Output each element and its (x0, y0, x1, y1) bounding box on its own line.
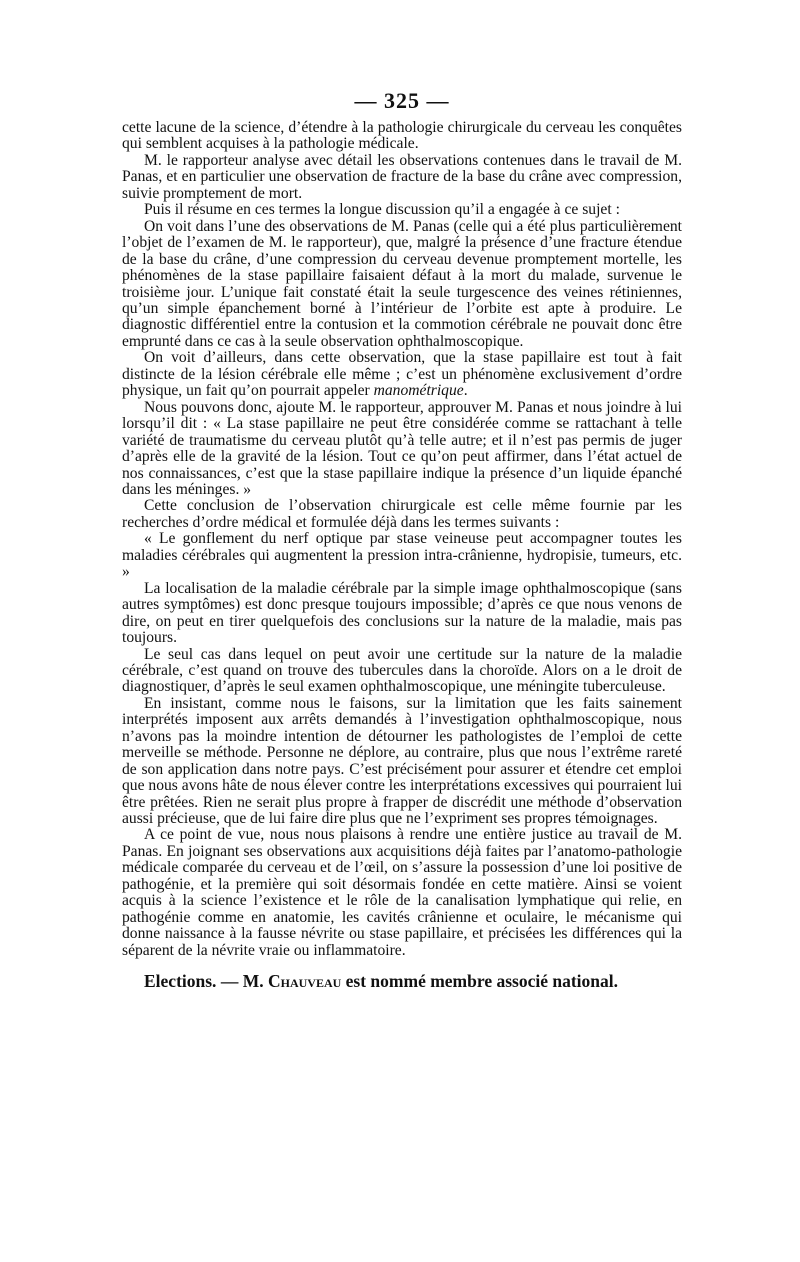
paragraph (122, 350, 682, 399)
paragraph-text: La localisation de la maladie cérébrale par la simple image ophthalmoscopique (sans autres symptômes) est donc presque toujours impossible; d’après ce que nous venons de dire, on peut en tirer quelquefois des conclusions sur la nature de la maladie, mais pas toujours. (122, 579, 682, 647)
body-text (122, 120, 682, 959)
paragraph (122, 531, 682, 580)
paragraph-text: A ce point de vue, nous nous plaisons à rendre une entière justice au travail de M. Panas. En joignant ses observations aux acquisitions déjà faites par l’anatomo-pathologie médicale comparée du cerveau et de l’œil, on s’assure la possession d’une loi positive de pathogénie, et la première qui soit désormais fondée en cette matière. Ainsi se voient acquis à la science l’existence et le rôle de la canalisation lymphatique qui relie, en pathogénie comme en anatomie, les cavités crânienne et oculaire, le mécanisme qui donne naissance à la fausse névrite ou stase papillaire, et précisées les différences qui la séparent de la névrite vraie ou inflammatoire. (122, 826, 682, 959)
paragraph (122, 581, 682, 647)
paragraph (122, 153, 682, 202)
paragraph-text: Puis il résume en ces termes la longue discussion qu’il a engagée à ce sujet : (144, 201, 620, 219)
document-page (122, 88, 682, 991)
paragraph (122, 827, 682, 959)
elections-text: est nommé membre associé national. (341, 971, 618, 992)
elections-notice (122, 971, 682, 991)
paragraph-text: On voit d’ailleurs, dans cette observation, que la stase papillaire est tout à fait distincte de la lésion cérébrale elle même ; c’est un phénomène exclusivement d’ordre physique, un fait qu’on pourrait appeler (122, 349, 682, 400)
page-number: — 325 — (354, 88, 450, 113)
paragraph-text: Nous pouvons donc, ajoute M. le rapporteur, approuver M. Panas et nous joindre à lui lorsqu’il dit : « La stase papillaire ne peut être considérée comme se rattachant à telle variété de traumatisme du cerveau plutôt qu’à telle autre; et il n’est pas permis de juger d’après elle de la gravité de la lésion. Tout ce qu’on peut affirmer, dans l’état actuel de nos connaissances, c’est que la stase papillaire indique la présence d’un liquide épanché dans les méninges. » (122, 398, 682, 498)
elected-member-name: Chauveau (267, 971, 342, 992)
paragraph-text: cette lacune de la science, d’étendre à la pathologie chirurgicale du cerveau les conquêtes qui semblent acquises à la pathologie médicale. (122, 119, 682, 153)
paragraph (122, 647, 682, 696)
paragraph-text: Le seul cas dans lequel on peut avoir une certitude sur la nature de la maladie cérébrale, c’est quand on trouve des tubercules dans la choroïde. Alors on a le droit de diagnostiquer, d’après le seul examen ophthalmoscopique, une méningite tuberculeuse. (122, 645, 682, 696)
paragraph (122, 219, 682, 351)
paragraph (122, 120, 682, 153)
paragraph-text: On voit dans l’une des observations de M. Panas (celle qui a été plus particulièrement l’objet de l’examen de M. le rapporteur), que, malgré la présence d’une fracture étendue de la base du crâne, d’une compression du cerveau devenue promptement mortelle, les phénomènes de la stase papillaire faisaient défaut à la mort du malade, survenue le troisième jour. L’unique fait constaté était la seule turgescence des veines rétiniennes, qu’un simple épanchement borné à l’intérieur de l’orbite est apte à produire. Le diagnostic différentiel entre la contusion et la commotion cérébrale ne pouvait donc être emprunté dans ce cas à la seule observation ophthalmoscopique. (122, 217, 682, 350)
paragraph-text: . (463, 382, 468, 400)
paragraph-text: « Le gonflement du nerf optique par stase veineuse peut accompagner toutes les maladies cérébrales qui augmentent la pression intra-crânienne, hydropisie, tumeurs, etc. » (122, 530, 682, 581)
paragraph (122, 498, 682, 531)
paragraph-text: En insistant, comme nous le faisons, sur la limitation que les faits sainement interprétés imposent aux arrêts demandés à l’investigation ophthalmoscopique, nous n’avons pas la moindre intention de détourner les pathologistes de l’emploi de cette merveille se méthode. Personne ne déplore, au contraire, plus que nous l’extrême rareté de son application dans notre pays. C’est précisément pour assurer et étendre cet emploi que nous avons hâte de nous élever contre les interprétations excessives qui pourraient lui être prêtées. Rien ne serait plus propre à frapper de discrédit une méthode d’observation aussi précieuse, que de lui faire dire plus que ne l’expriment ses propres témoignages. (122, 694, 682, 828)
paragraph-text: M. le rapporteur analyse avec détail les observations contenues dans le travail de M. Panas, et en particulier une observation de fracture de la base du crâne avec compression, suivie promptement de mort. (122, 151, 682, 202)
paragraph (122, 400, 682, 499)
italic-term: manométrique (373, 382, 464, 400)
paragraph (122, 202, 682, 218)
paragraph (122, 696, 682, 828)
elections-label: Elections. (144, 971, 217, 992)
paragraph-text: Cette conclusion de l’observation chirurgicale est celle même fournie par les recherches d’ordre médical et formulée déjà dans les termes suivants : (122, 497, 682, 531)
elections-dash: — M. (216, 971, 268, 992)
